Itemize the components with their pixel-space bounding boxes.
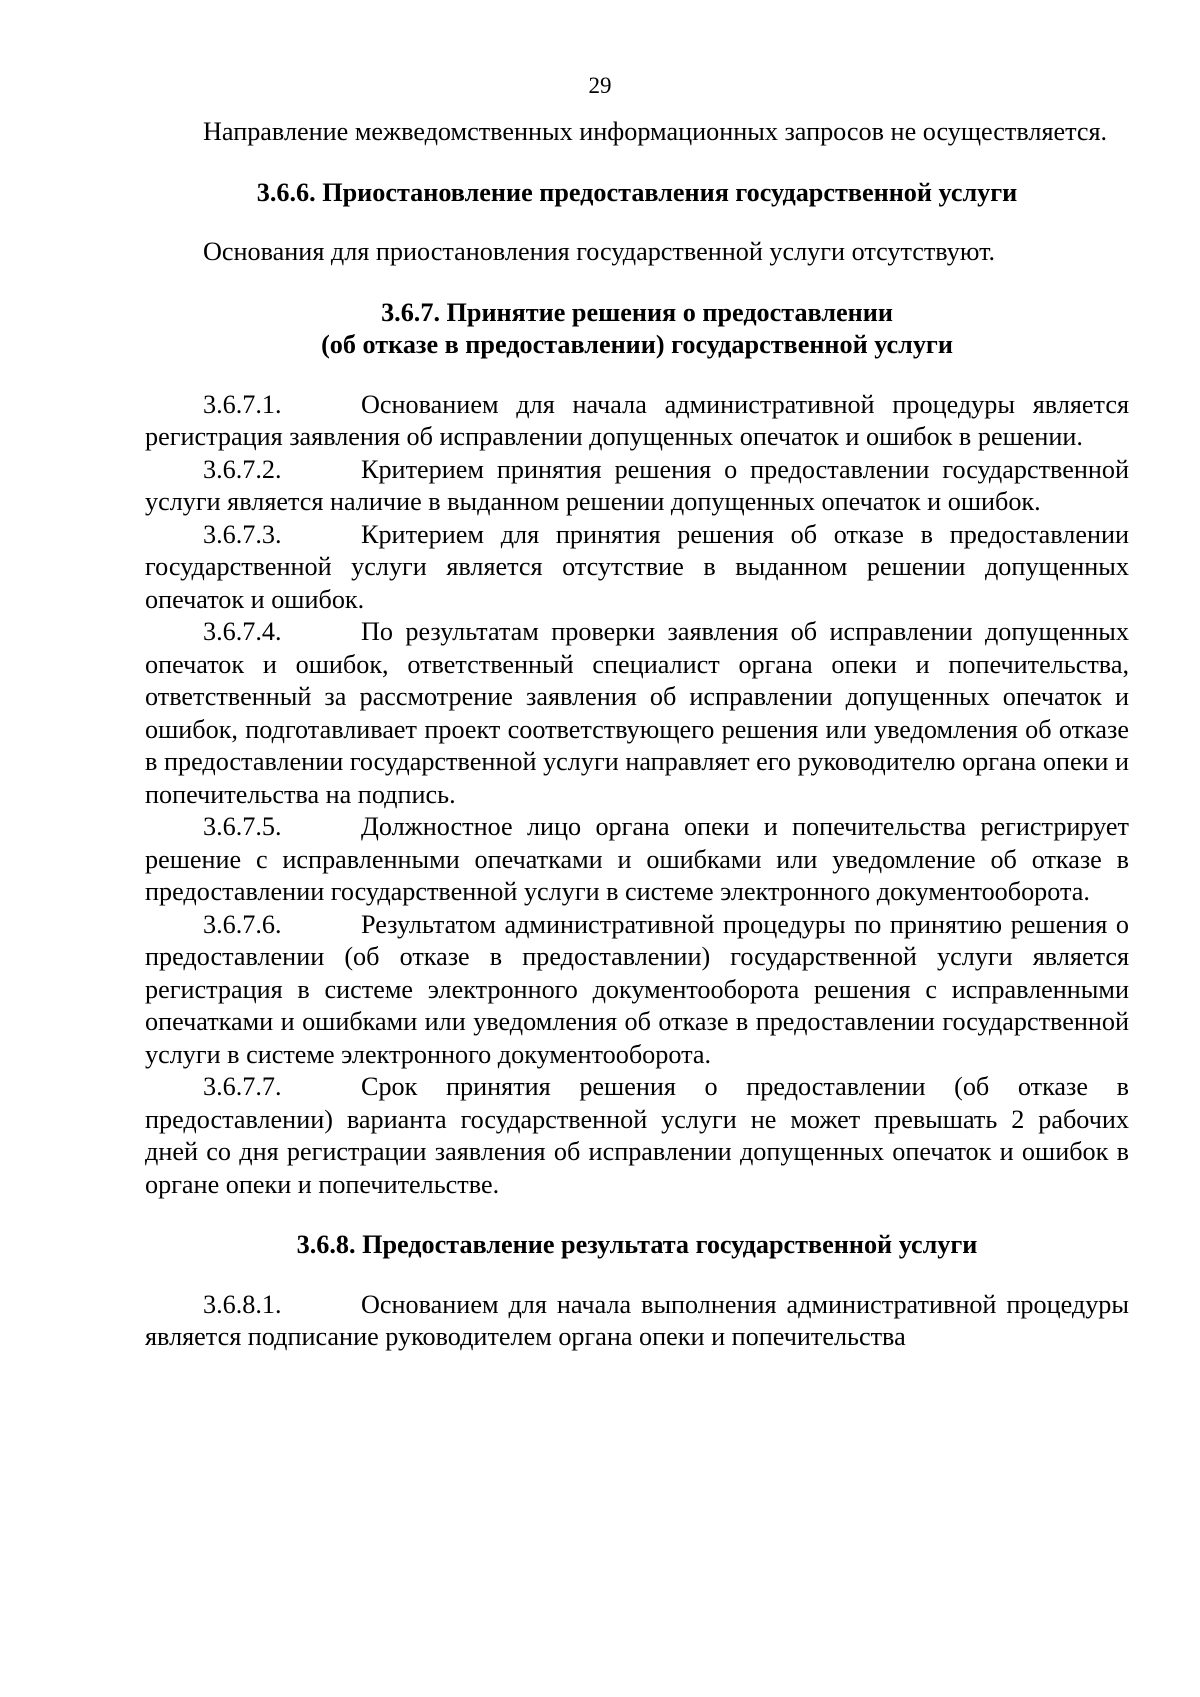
intro-paragraph: Направление межведомственных информационных запросов не осуществляется. [203,117,1108,146]
clause-number: 3.6.7.2. [203,454,282,484]
section-heading-3-6-7-line2: (об отказе в предоставлении) государственной услуги [321,330,953,359]
clause-number: 3.6.7.6. [203,909,282,939]
page-number: 29 [588,73,612,98]
clause-text: Критерием для принятия решения об отказе в предоставлении государственной услуги является отсутствие в выданном решении допущенных опечаток и ошибок. [145,519,1129,614]
clause-number: 3.6.7.7. [203,1072,282,1101]
clause-text: Должностное лицо органа опеки и попечительства регистрирует решение с исправленными опечатками и ошибками или уведомление об отказе в предоставлении государственной услуги в системе электронного документооборота. [145,812,1129,906]
clause-text: По результатам проверки заявления об исправлении допущенных опечаток и ошибок, ответственный специалист органа опеки и попечительства, ответственный за рассмотрение заявления об исправлении допущенных опечаток и ошибок, подготавливает проект соответствующего решения или уведомления об отказе в предоставлении государственной услуги направляет его руководителю органа опеки и попечительства на подпись. [145,617,1129,809]
clause-text: Критерием принятия решения о предоставлении государственной услуги является наличие в выданном решении допущенных опечаток и ошибок. [145,454,1129,516]
clause-text: Основанием для начала выполнения административной процедуры является подписание руководителем органа опеки и попечительства [145,1289,1129,1351]
clause-number: 3.6.8.1. [203,1289,282,1319]
clause-text: Результатом административной процедуры по принятию решения о предоставлении (об отказе в предоставлении) государственной услуги является регистрация в системе электронного документооборота решения с исправленными опечатками и ошибками или уведомления об отказе в предоставлении государственной услуги в системе электронного документооборота. [145,909,1129,1069]
clause-number: 3.6.7.5. [203,812,282,841]
section-3-6-6-text: Основания для приостановления государственной услуги отсутствуют. [203,237,996,266]
clause-3-6-7-6 [145,909,1129,1072]
clause-3-6-7-4 [145,616,1129,811]
clause-number: 3.6.7.1. [203,389,282,419]
clause-text: Основанием для начала административной процедуры является регистрация заявления об исправлении допущенных опечаток и ошибок в решении. [145,389,1129,451]
document-body [145,116,1129,1354]
clause-3-6-7-5 [145,811,1129,909]
clause-3-6-7-2 [145,454,1129,519]
clause-3-6-7-3 [145,519,1129,617]
section-heading-3-6-6: 3.6.6. Приостановление предоставления государственной услуги [256,177,1018,207]
clause-number: 3.6.7.3. [203,519,282,549]
section-heading-3-6-7-line1: 3.6.7. Принятие решения о предоставлении [381,297,893,327]
section-heading-3-6-8: 3.6.8. Предоставление результата государственной услуги [296,1230,978,1259]
clause-3-6-7-1 [145,389,1129,454]
clause-3-6-7-7 [145,1071,1129,1201]
section-heading-3-6-7 [145,297,1129,362]
clause-3-6-8-1 [145,1289,1129,1354]
clause-number: 3.6.7.4. [203,617,282,646]
clause-text: Срок принятия решения о предоставлении (об отказе в предоставлении) варианта государственной услуги не может превышать 2 рабочих дней со дня регистрации заявления об исправлении допущенных опечаток и ошибок в органе опеки и попечительстве. [145,1072,1129,1199]
